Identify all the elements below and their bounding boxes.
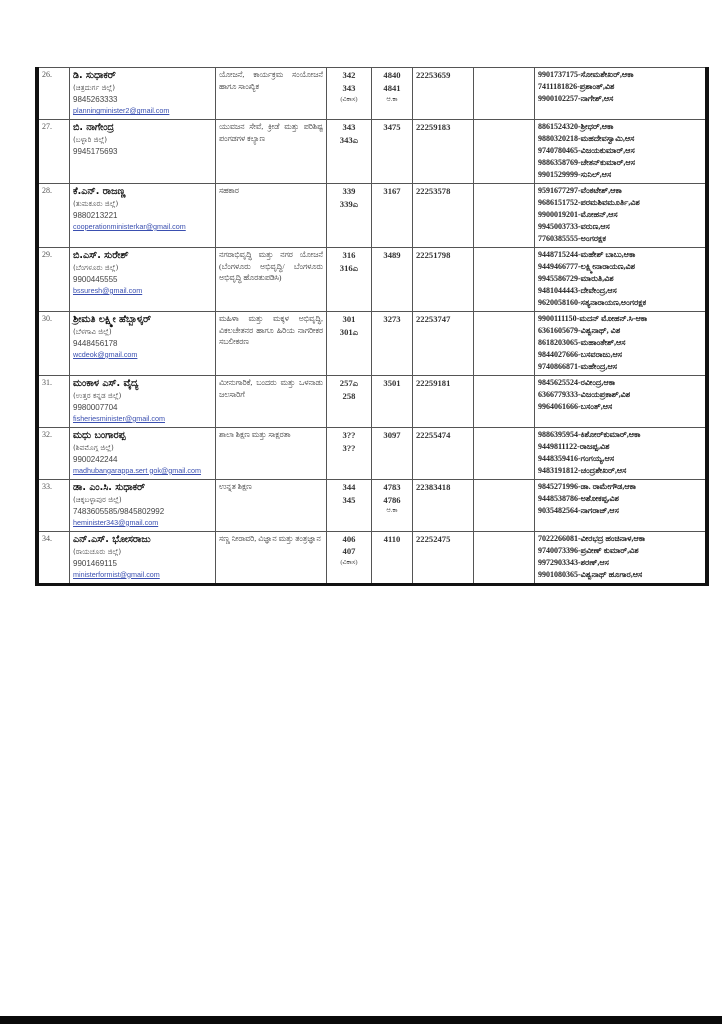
staff-contacts-cell bbox=[535, 479, 708, 531]
department-cell: ನಗರಾಭಿವೃದ್ಧಿ ಮತ್ತು ನಗರ ಯೋಜನೆ (ಬೆಂಗಳೂರು ಅಭಿವೃದ್ಧಿ/ ಬೆಂಗಳೂರು ಅಭಿವೃದ್ಧಿ ಹೊರತುಪಡಿಸಿ) bbox=[216, 247, 327, 311]
minister-name: ಎನ್.ಎಸ್. ಭೋಸರಾಜು bbox=[73, 533, 151, 545]
district-label: (ಚಿಕ್ಕಬಳ್ಳಾಪುರ ಜಿಲ್ಲೆ) bbox=[73, 494, 122, 504]
minister-cell bbox=[70, 119, 216, 183]
room-number: 343ಎ bbox=[339, 134, 359, 145]
staff-contact: 9686151752-ಪರಮಶಿವಮೂರ್ತಿ,ವಿಶ bbox=[538, 197, 640, 207]
extension-cell bbox=[372, 183, 413, 247]
district-label: (ರಾಯಚೂರು ಜಿಲ್ಲೆ) bbox=[73, 546, 122, 556]
table-row bbox=[37, 375, 707, 427]
telephone-cell: 22259181 bbox=[413, 375, 474, 427]
serial-number: 34. bbox=[37, 531, 70, 584]
empty-cell bbox=[474, 311, 535, 375]
department-cell: ಮಹಿಳಾ ಮತ್ತು ಮಕ್ಕಳ ಅಭಿವೃದ್ಧಿ, ವಿಕಲಚೇತನರ ಹಾಗೂ ಹಿರಿಯ ನಾಗರೀಕರ ಸಬಲೀಕರಣ bbox=[216, 311, 327, 375]
staff-contacts-cell bbox=[535, 183, 708, 247]
room-number: 407 bbox=[342, 546, 356, 557]
bottom-edge-bar bbox=[0, 1016, 722, 1024]
extension-number: 3097 bbox=[383, 429, 401, 440]
table-row bbox=[37, 311, 707, 375]
extension-number: 3167 bbox=[383, 185, 401, 196]
minister-name: ಡಿ. ಸುಧಾಕರ್ bbox=[73, 70, 116, 81]
minister-cell bbox=[70, 375, 216, 427]
table-row bbox=[37, 427, 707, 479]
room-number-cell bbox=[327, 183, 372, 247]
room-number-cell bbox=[327, 68, 372, 120]
room-number-cell bbox=[327, 375, 372, 427]
staff-contact: 7760385555-ಅಂಗರಕ್ಷಕ bbox=[538, 233, 606, 243]
table-row bbox=[37, 531, 707, 584]
staff-contacts-cell bbox=[535, 375, 708, 427]
minister-name: ಶ್ರೀಮತಿ ಲಕ್ಷ್ಮೀ ಹೆಬ್ಬಾಳ್ಕರ್ bbox=[73, 313, 152, 325]
telephone-cell: 22255474 bbox=[413, 427, 474, 479]
empty-cell bbox=[474, 427, 535, 479]
staff-contacts-cell bbox=[535, 68, 708, 120]
extension-cell bbox=[372, 119, 413, 183]
staff-contact: 9901737175-ಸೋಮಶೇಖರ್,ಆಕಾ bbox=[538, 70, 634, 79]
room-number-cell bbox=[327, 427, 372, 479]
room-number: 342 bbox=[342, 70, 356, 80]
telephone-cell: 22253747 bbox=[413, 311, 474, 375]
staff-contacts-cell bbox=[535, 119, 708, 183]
minister-name: ಮಧು ಬಂಗಾರಪ್ಪ bbox=[73, 429, 126, 441]
staff-contact: 9449811122-ರಾಜಪ್ಪ,ವಿಶ bbox=[538, 441, 610, 451]
room-number-cell bbox=[327, 119, 372, 183]
district-label: (ಬಳ್ಳಾರಿ ಜಿಲ್ಲೆ) bbox=[73, 135, 108, 145]
room-number: 345 bbox=[342, 494, 356, 505]
room-number: 3?? bbox=[342, 442, 356, 453]
staff-contact: 8618203065-ಮಹಾಂತೇಶ್,ಆಸ bbox=[538, 337, 626, 347]
staff-contacts-cell bbox=[535, 531, 708, 584]
district-label: (ಚಿತ್ರದುರ್ಗ ಜಿಲ್ಲೆ) bbox=[73, 83, 116, 93]
serial-number: 31. bbox=[37, 375, 70, 427]
serial-number: 28. bbox=[37, 183, 70, 247]
staff-contact: 9740866871-ಮಹೇಂದ್ರ,ಆಸ bbox=[538, 361, 618, 371]
mobile-number: 9900242244 bbox=[73, 454, 118, 464]
minister-cell bbox=[70, 311, 216, 375]
minister-name: ಬಿ. ನಾಗೇಂದ್ರ bbox=[73, 121, 114, 133]
empty-cell bbox=[474, 183, 535, 247]
staff-contacts-cell bbox=[535, 427, 708, 479]
extension-number: 4841 bbox=[383, 82, 401, 93]
room-number: 257ಎ bbox=[339, 377, 359, 388]
mobile-number: 9901469115 bbox=[73, 558, 117, 568]
staff-contact: 9481044443-ದೇವೇಂದ್ರ,ಆಸ bbox=[538, 285, 617, 295]
room-number: 406 bbox=[342, 533, 356, 544]
extension-cell bbox=[372, 247, 413, 311]
staff-contact: 9845625524-ರವೀಂದ್ರ,ಆಕಾ bbox=[538, 377, 616, 387]
department-cell: ಶಾಲಾ ಶಿಕ್ಷಣ ಮತ್ತು ಸಾಕ್ಷರತಾ bbox=[216, 427, 327, 479]
extension-cell bbox=[372, 375, 413, 427]
staff-contacts-cell bbox=[535, 247, 708, 311]
empty-cell bbox=[474, 531, 535, 584]
extension-number: 3489 bbox=[383, 249, 401, 260]
serial-number: 33. bbox=[37, 479, 70, 531]
telephone-cell: 22253578 bbox=[413, 183, 474, 247]
extension-cell bbox=[372, 531, 413, 584]
staff-contact: 9945586729-ಮಾರುತಿ,ವಿಶ bbox=[538, 273, 614, 283]
department-cell: ಯೋಜನೆ, ಕಾರ್ಯಕ್ರಮ ಸಂಯೋಜನೆ ಹಾಗೂ ಸಾಂಖ್ಯಿಕ bbox=[216, 68, 327, 120]
staff-contact: 9880320218-ಮಹದೇವಸ್ವಾಮಿ,ಆಸ bbox=[538, 133, 635, 143]
staff-contact: 9620058160-ಸತ್ಯನಾರಾಯಣ,ಅಂಗರಕ್ಷಕ bbox=[538, 297, 647, 307]
staff-contact: 9035482564-ನಾಗರಾಜ್,ಆಸ bbox=[538, 505, 619, 515]
department-cell: ಸಣ್ಣ ನೀರಾವರಿ, ವಿಜ್ಞಾನ ಮತ್ತು ತಂತ್ರಜ್ಞಾನ bbox=[216, 531, 327, 584]
mobile-number: 9845263333 bbox=[73, 95, 118, 105]
minister-name: ಬಿ.ಎಸ್. ಸುರೇಶ್ bbox=[73, 249, 129, 261]
room-number-cell bbox=[327, 531, 372, 584]
district-label: (ಬೆಳಗಾವಿ ಜಿಲ್ಲೆ) bbox=[73, 327, 112, 337]
staff-contact: 7411181826-ಪ್ರಶಾಂತ್,ವಿಶ bbox=[538, 82, 615, 91]
mobile-number: 9945175693 bbox=[73, 146, 118, 156]
staff-contact: 9900111150-ಮದನ್ ಮೋಹನ್.ಸಿ-ಆಕಾ bbox=[538, 313, 648, 323]
extension-cell bbox=[372, 68, 413, 120]
room-number: 339 bbox=[342, 185, 356, 196]
room-number: 339ಎ bbox=[339, 198, 359, 209]
room-number: 343 bbox=[342, 121, 356, 132]
mobile-number: 9880213221 bbox=[73, 210, 118, 220]
mobile-number: 7483605585/9845802992 bbox=[73, 506, 165, 516]
staff-contact: 9972903343-ಶರಣ್,ಆಸ bbox=[538, 557, 609, 567]
email-link[interactable]: wcdeok@gmail.com bbox=[73, 349, 138, 359]
email-link[interactable]: planningminister2@gmail.com bbox=[73, 106, 170, 116]
district-label: (ಶಿವಮೊಗ್ಗ ಜಿಲ್ಲೆ) bbox=[73, 442, 114, 452]
staff-contact: 9886395954-ಕಿಶೋರ್‌ಕುಮಾರ್,ಆಕಾ bbox=[538, 429, 641, 439]
room-number: 344 bbox=[342, 481, 356, 492]
extension-number: 4110 bbox=[383, 533, 401, 544]
extension-number: 3475 bbox=[383, 121, 401, 132]
staff-contact: 9449466777-ಲಕ್ಷ್ಮೀನಾರಾಯಣ,ವಿಶ bbox=[538, 261, 636, 271]
minister-cell bbox=[70, 531, 216, 584]
room-number: 301 bbox=[342, 313, 356, 324]
empty-cell bbox=[474, 375, 535, 427]
department-cell: ಸಹಕಾರ bbox=[216, 183, 327, 247]
extension-number: 4786 bbox=[383, 494, 401, 505]
empty-cell bbox=[474, 68, 535, 120]
email-link[interactable]: fisheriesminister@gmail.com bbox=[73, 413, 165, 423]
serial-number: 26. bbox=[37, 68, 70, 120]
room-number: 3?? bbox=[342, 429, 356, 440]
extension-cell bbox=[372, 479, 413, 531]
staff-contact: 9844027666-ಬಸವರಾಜು,ಆಸ bbox=[538, 349, 622, 359]
email-link[interactable]: madhubangarappa.sert gok@gmail.com bbox=[73, 465, 201, 475]
staff-contact: 9591677297-ವೆಂಕಟೇಶ್,ಆಕಾ bbox=[538, 185, 622, 195]
staff-contact: 9901529999-ಸುನಿಲ್,ಆಸ bbox=[538, 169, 612, 179]
room-note: (ವಿಕಾಸ) bbox=[340, 95, 358, 103]
room-number: 258 bbox=[342, 390, 356, 401]
extension-number: 4840 bbox=[383, 70, 401, 80]
telephone-cell: 22253659 bbox=[413, 68, 474, 120]
extension-note: ಆ.ಕಾ bbox=[386, 95, 398, 103]
minister-contact-table bbox=[35, 67, 709, 586]
serial-number: 29. bbox=[37, 247, 70, 311]
minister-cell bbox=[70, 183, 216, 247]
staff-contact: 9845271996-ಡಾ. ರಾಮೇಗೌಡ,ಆಕಾ bbox=[538, 481, 636, 491]
staff-contact: 9900102257-ನಾಗೇಶ್,ಆಸ bbox=[538, 94, 614, 103]
extension-note: ಆ.ಕಾ bbox=[386, 507, 398, 515]
mobile-number: 9980007704 bbox=[73, 402, 118, 412]
district-label: (ಉತ್ತರ ಕನ್ನಡ ಜಿಲ್ಲೆ) bbox=[73, 391, 122, 401]
staff-contact: 9740073396-ಪ್ರವೀಣ್ ಕುಮಾರ್,ವಿಶ bbox=[538, 545, 639, 555]
serial-number: 30. bbox=[37, 311, 70, 375]
empty-cell bbox=[474, 119, 535, 183]
staff-contact: 9901080365-ವಿಶ್ವನಾಥ್ ಹೂಗಾರ,ಆಸ bbox=[538, 569, 643, 579]
serial-number: 32. bbox=[37, 427, 70, 479]
table-row bbox=[37, 68, 707, 120]
staff-contact: 9483191812-ಚಂದ್ರಶೇಖರ್,ಆಸ bbox=[538, 465, 627, 475]
staff-contact: 6366779333-ವಿಜಯಪ್ರಕಾಶ್,ವಿಶ bbox=[538, 389, 631, 399]
minister-cell bbox=[70, 247, 216, 311]
telephone-cell: 22259183 bbox=[413, 119, 474, 183]
minister-name: ಮಂಕಾಳ ಎಸ್. ವೈದ್ಯ bbox=[73, 377, 139, 389]
staff-contact: 9740780465-ವಿಜಯಕುಮಾರ್,ಆಸ bbox=[538, 145, 635, 155]
empty-cell bbox=[474, 247, 535, 311]
email-link[interactable]: heminister343@gmail.com bbox=[73, 517, 159, 527]
staff-contact: 9886358769-ಚೇತನ್‌ಕುಮಾರ್,ಆಸ bbox=[538, 157, 635, 167]
minister-name: ಡಾ. ಎಂ.ಸಿ. ಸುಧಾಕರ್ bbox=[73, 481, 146, 493]
extension-number: 4783 bbox=[383, 481, 401, 492]
room-note: (ವಿಕಾಸ) bbox=[340, 559, 358, 567]
serial-number: 27. bbox=[37, 119, 70, 183]
room-number: 316ಎ bbox=[339, 262, 359, 273]
extension-number: 3273 bbox=[383, 313, 401, 324]
table-row bbox=[37, 183, 707, 247]
telephone-cell: 22251798 bbox=[413, 247, 474, 311]
email-link[interactable]: bssuresh@gmail.com bbox=[73, 285, 143, 295]
extension-number: 3501 bbox=[383, 377, 401, 388]
district-label: (ಬೆಂಗಳೂರು ಜಿಲ್ಲೆ) bbox=[73, 263, 119, 273]
staff-contact: 7022266081-ವೀರಭದ್ರ ಹಂಚಿನಾಳ,ಆಕಾ bbox=[538, 533, 646, 543]
extension-cell bbox=[372, 427, 413, 479]
room-number: 343 bbox=[342, 82, 356, 93]
telephone-cell: 22252475 bbox=[413, 531, 474, 584]
table-row bbox=[37, 479, 707, 531]
room-number: 301ಎ bbox=[339, 326, 359, 337]
room-number-cell bbox=[327, 479, 372, 531]
staff-contact: 6361605679-ವಿಶ್ವನಾಥ್, ವಿಶ bbox=[538, 325, 621, 335]
room-number-cell bbox=[327, 311, 372, 375]
minister-cell bbox=[70, 479, 216, 531]
staff-contact: 9448538786-ಅಶೋಕಪ್ಪ,ವಿಶ bbox=[538, 493, 619, 503]
staff-contact: 9945003733-ವರುಣ,ಆಸ bbox=[538, 221, 610, 231]
minister-cell bbox=[70, 427, 216, 479]
department-cell: ಯುವಜನ ಸೇವೆ, ಕ್ರೀಡೆ ಮತ್ತು ಪರಿಶಿಷ್ಟ ಪಂಗಡಗಳ ಕಲ್ಯಾಣ bbox=[216, 119, 327, 183]
empty-cell bbox=[474, 479, 535, 531]
email-link[interactable]: cooperationministerkar@gmail.com bbox=[73, 221, 186, 231]
department-cell: ಮೀನುಗಾರಿಕೆ, ಬಂದರು ಮತ್ತು ಒಳನಾಡು ಜಲಸಾರಿಗೆ bbox=[216, 375, 327, 427]
staff-contact: 9964061666-ಬಸಂತ್,ಆಸ bbox=[538, 401, 613, 411]
room-number: 316 bbox=[342, 249, 356, 260]
minister-cell bbox=[70, 68, 216, 120]
staff-contact: 9900019201-ಮೋಹನ್,ಆಸ bbox=[538, 209, 618, 219]
staff-contacts-cell bbox=[535, 311, 708, 375]
telephone-cell: 22383418 bbox=[413, 479, 474, 531]
department-cell: ಉನ್ನತ ಶಿಕ್ಷಣ bbox=[216, 479, 327, 531]
staff-contact: 8861524320-ಶ್ರೀಧರ್,ಆಕಾ bbox=[538, 121, 614, 131]
email-link[interactable]: ministerformist@gmail.com bbox=[73, 569, 160, 579]
minister-name: ಕೆ.ಎನ್. ರಾಜಣ್ಣ bbox=[73, 185, 126, 197]
mobile-number: 9448456178 bbox=[73, 338, 118, 348]
table-row bbox=[37, 247, 707, 311]
table-body bbox=[37, 68, 707, 585]
room-number-cell bbox=[327, 247, 372, 311]
district-label: (ತುಮಕೂರು ಜಿಲ್ಲೆ) bbox=[73, 199, 119, 209]
staff-contact: 9448715244-ಮಹೇಶ್ ಬಾಬು,ಆಕಾ bbox=[538, 249, 636, 259]
staff-contact: 9448359416-ಗಂಗಯ್ಯ,ಆಸ bbox=[538, 453, 615, 463]
mobile-number: 9900445555 bbox=[73, 274, 118, 284]
extension-cell bbox=[372, 311, 413, 375]
table-row bbox=[37, 119, 707, 183]
